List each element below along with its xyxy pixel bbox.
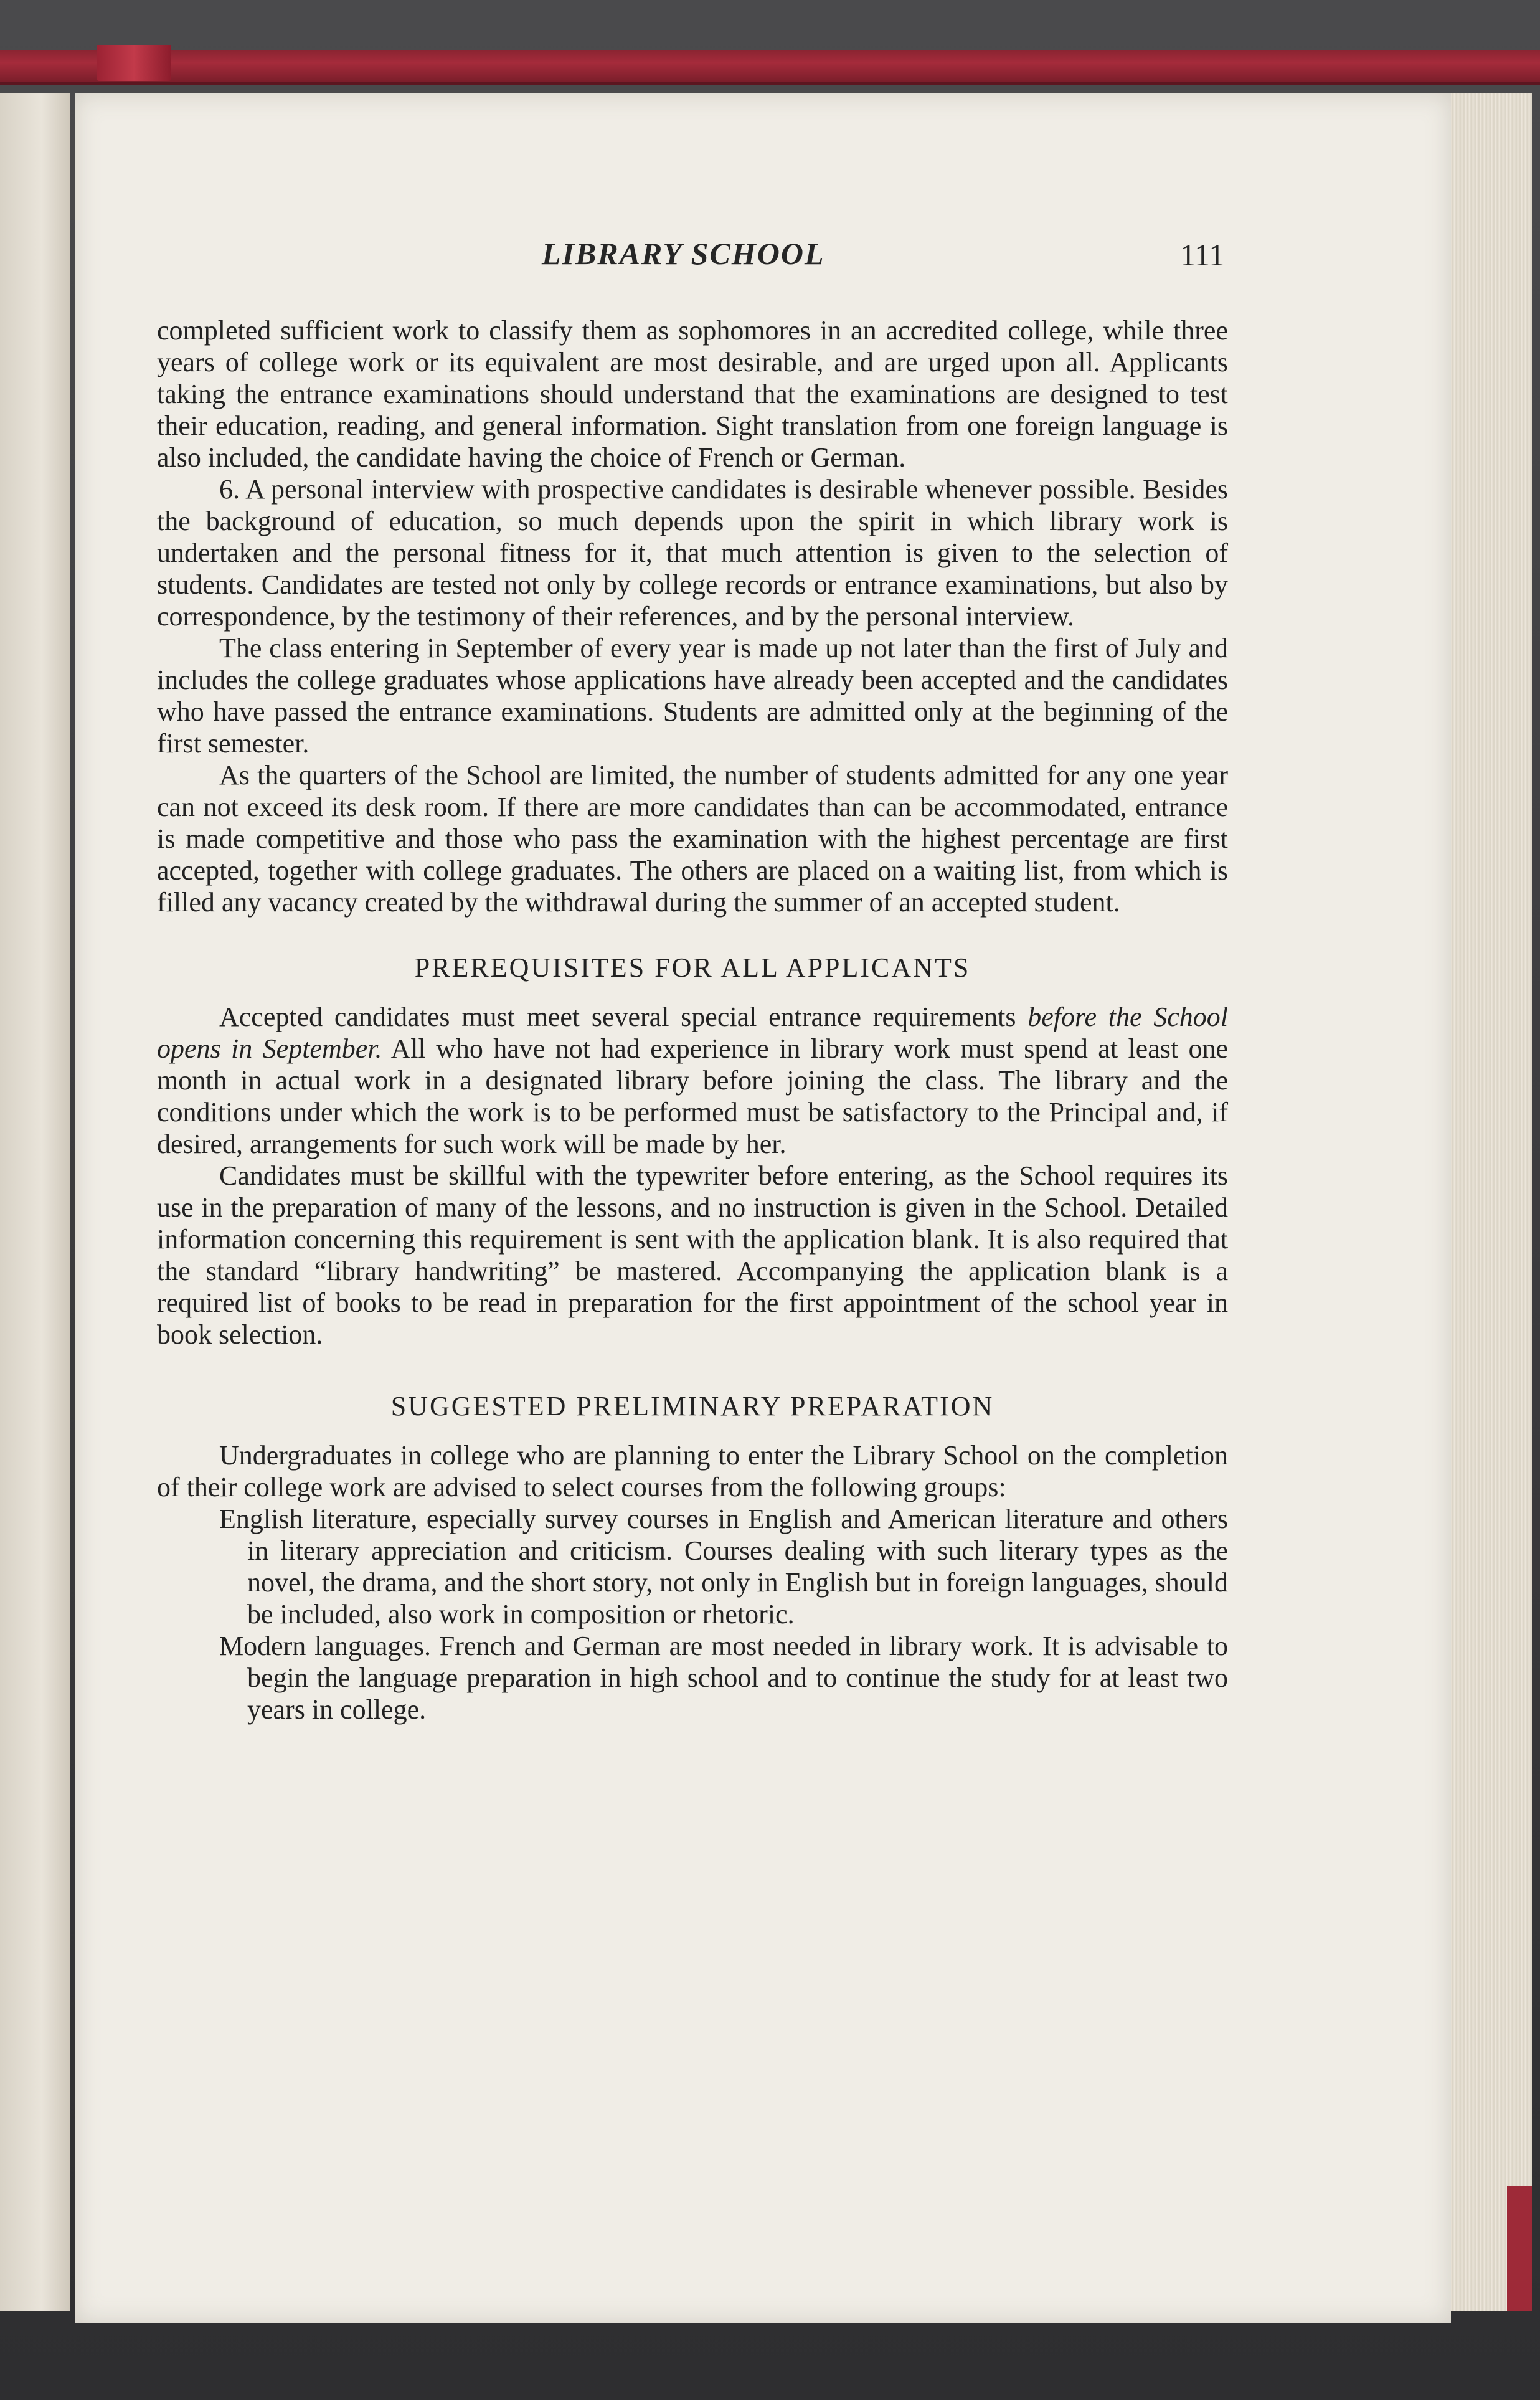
paragraph: Undergraduates in college who are planning to enter the Library School on the completion of their college work are advised to select courses from the following groups: (157, 1440, 1228, 1502)
page-block-edge (1451, 93, 1532, 2311)
running-head: LIBRARY SCHOOL (542, 236, 825, 271)
paragraph-text: Accepted candidates must meet several special entrance requirements (219, 1002, 1028, 1032)
page-body (157, 315, 1228, 1725)
paragraph: 6. A personal interview with prospective candidates is desirable whenever possible. Besides the background of education, so much depends upon the spirit in which library work is undertaken and the personal fitness for it, that much attention is given to the selection of students. Candidates are tested not only by college records or entrance examinations, but also by correspondence, by the testimony of their references, and by the personal interview. (157, 474, 1228, 632)
paragraph-text: All who have not had experience in library work must spend at least one month in actual work in a designated library before joining the class. The library and the conditions under which the work is to be performed must be satisfactory to the Principal and, if desired, arrangements for such work will be made by her. (157, 1033, 1228, 1159)
paragraph: The class entering in September of every year is made up not later than the first of July and includes the college graduates whose applications have already been accepted and the candidates who have passed the entrance examinations. Students are admitted only at the beginning of the first semester. (157, 633, 1228, 759)
book-cover-edge (0, 50, 1540, 85)
italic-phrase: before the School opens in September. (157, 1002, 1228, 1064)
section-heading-prerequisites: PREREQUISITES FOR ALL APPLICANTS (414, 952, 971, 983)
list-item: Modern languages. French and German are most needed in library work. It is advisable to begin the language preparation in high school and to continue the study for at least two years in college. (219, 1631, 1228, 1725)
section-heading-preparation: SUGGESTED PRELIMINARY PREPARATION (390, 1391, 994, 1421)
list-item: English literature, especially survey courses in English and American literature and others in literary appreciation and criticism. Courses dealing with such literary types as the novel, the drama, and the short story, not only in English but in foreign languages, should be included, also work in composition or rhetoric. (219, 1504, 1228, 1629)
bookmark-ribbon (97, 45, 171, 81)
paragraph: Candidates must be skillful with the typewriter before entering, as the School requires its use in the preparation of many of the lessons, and no instruction is given in the School. Detailed information concerning this requirement is sent with the application blank. It is also required that the standard “library handwriting” be mastered. Accompanying the application blank is a required list of books to be read in preparation for the first appointment of the school year in book selection. (157, 1160, 1228, 1350)
paragraph: As the quarters of the School are limited, the number of students admitted for any one year can not exceed its desk room. If there are more candidates than can be accommodated, entrance is made competitive and those who pass the examination with the highest percentage are first accepted, together with college graduates. The others are placed on a waiting list, from which is filled any vacancy created by the withdrawal during the summer of an accepted student. (157, 760, 1228, 918)
paragraph (157, 1001, 1228, 1160)
cover-corner (1507, 2186, 1532, 2311)
paragraph: completed sufficient work to classify them as sophomores in an accredited college, while three years of college work or its equivalent are most desirable, and are urged upon all. Applicants taking the entrance examinations should understand that the examinations are designed to test their education, reading, and general information. Sight translation from one foreign language is also included, the candidate having the choice of French or German. (157, 315, 1228, 473)
page-number: 111 (1180, 237, 1225, 272)
previous-page-edge (0, 93, 70, 2311)
